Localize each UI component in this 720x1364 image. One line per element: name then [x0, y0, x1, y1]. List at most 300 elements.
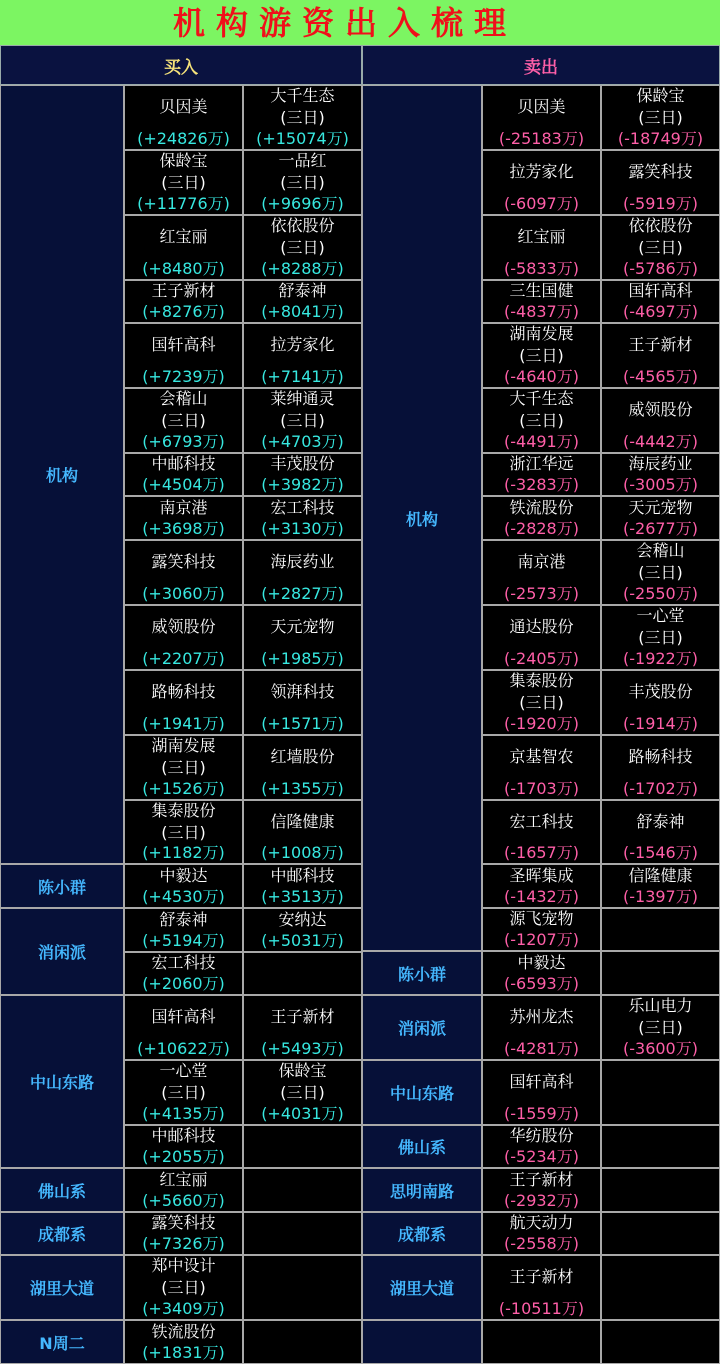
buy-amount: (+1182万): [142, 843, 225, 862]
stock-name: 保龄宝: [278, 1061, 327, 1080]
sell-amount: (-4697万): [623, 302, 698, 321]
stock-name-block: [244, 216, 361, 258]
stock-name-block: [483, 454, 600, 474]
buy-group-label: 湖里大道: [0, 1255, 124, 1320]
stock-name-block: [602, 281, 719, 301]
stock-name: 丰茂股份: [628, 682, 693, 701]
stock-name-block: [125, 541, 242, 583]
stock-name: 拉芳家化: [509, 162, 574, 181]
buy-header: 买入: [0, 45, 362, 85]
stock-name-block: [602, 801, 719, 842]
stock-name-block: [125, 865, 242, 886]
stock-name-block: [602, 389, 719, 431]
stock-name: 海辰药业: [270, 552, 335, 571]
buy-stock-cell: [124, 85, 243, 150]
stock-name: 王子新材: [270, 1007, 335, 1026]
stock-name-block: [125, 1213, 242, 1233]
stock-name: 威领股份: [151, 617, 216, 636]
stock-name: 航天动力: [509, 1213, 574, 1232]
buy-amount: (+1355万): [261, 779, 344, 798]
stock-name: 南京港: [517, 552, 566, 571]
sell-amount: (-4491万): [504, 432, 579, 451]
stock-name-block: [244, 324, 361, 366]
stock-name: 会稽山: [159, 389, 208, 408]
stock-name: 集泰股份: [509, 671, 574, 690]
buy-stock-cell: [243, 388, 362, 453]
stock-name: 湖南发展: [509, 324, 574, 343]
buy-amount: (+1941万): [142, 714, 225, 733]
stock-name: 舒泰神: [636, 811, 685, 831]
stock-name-block: [125, 953, 242, 973]
stock-name-block: [483, 996, 600, 1038]
buy-stock-cell: [243, 150, 362, 215]
stock-name: 国轩高科: [628, 281, 693, 300]
sell-stock-cell: [482, 150, 601, 215]
buy-stock-cell: [124, 388, 243, 453]
stock-name-block: [244, 281, 361, 301]
sell-empty-cell: [601, 908, 720, 951]
buy-amount: (+3982万): [261, 475, 344, 494]
buy-stock-cell: [124, 1255, 243, 1320]
sell-group-label: 思明南路: [362, 1168, 482, 1212]
sell-stock-cell: [482, 85, 601, 150]
sell-amount: (-2550万): [623, 584, 698, 603]
three-day-tag: (三日): [161, 411, 206, 430]
sell-amount: (-4281万): [504, 1039, 579, 1058]
stock-name: 露笑科技: [151, 1213, 216, 1232]
three-day-tag: (三日): [161, 1083, 206, 1102]
buy-amount: (+1008万): [261, 843, 344, 862]
sell-empty-cell: [601, 1320, 720, 1364]
sell-stock-cell: [482, 215, 601, 280]
three-day-tag: (三日): [519, 411, 564, 430]
stock-name-block: [483, 151, 600, 193]
buy-amount: (+5031万): [261, 931, 344, 950]
sell-amount: (-25183万): [498, 129, 585, 148]
buy-stock-cell: [243, 908, 362, 952]
sell-stock-cell: [601, 323, 720, 388]
stock-name: 天元宠物: [270, 617, 335, 636]
title-banner: [0, 0, 720, 45]
sell-amount: (-2677万): [623, 519, 698, 538]
stock-name: 国轩高科: [151, 335, 216, 354]
sell-group-label: 消闲派: [362, 995, 482, 1060]
stock-name-block: [244, 497, 361, 518]
stock-name: 红墙股份: [270, 747, 335, 766]
stock-name-block: [125, 454, 242, 474]
three-day-tag: (三日): [638, 628, 683, 647]
stock-name: 一心堂: [636, 606, 685, 625]
three-day-tag: (三日): [638, 238, 683, 257]
stock-name: 王子新材: [151, 281, 216, 300]
buy-stock-cell: [124, 952, 243, 995]
sell-amount: (-1207万): [504, 930, 579, 949]
stock-name-block: [483, 1213, 600, 1233]
buy-stock-cell: [243, 995, 362, 1060]
buy-amount: (+2827万): [261, 584, 344, 603]
buy-stock-cell: [243, 85, 362, 150]
sell-amount: (-1432万): [504, 887, 579, 906]
sell-amount: (-2573万): [504, 584, 579, 603]
sell-amount: (-3283万): [504, 475, 579, 494]
sell-amount: (-4837万): [504, 302, 579, 321]
buy-amount: (+2060万): [142, 974, 225, 993]
buy-stock-cell: [124, 496, 243, 540]
sell-amount: (-1702万): [623, 779, 698, 798]
stock-name: 湖南发展: [151, 736, 216, 755]
stock-name: 宏工科技: [151, 953, 216, 972]
stock-name-block: [483, 909, 600, 929]
three-day-tag: (三日): [161, 822, 206, 842]
stock-name: 王子新材: [509, 1169, 574, 1189]
sell-empty-cell: [601, 951, 720, 995]
sell-amount: (-1546万): [623, 843, 698, 862]
sell-stock-cell: [482, 1212, 601, 1255]
stock-name: 海辰药业: [628, 454, 693, 473]
sell-stock-cell: [482, 1168, 601, 1212]
stock-name: 中邮科技: [151, 1126, 216, 1145]
sell-stock-cell: [601, 215, 720, 280]
buy-stock-cell: [243, 540, 362, 605]
sell-amount: (-3005万): [623, 475, 698, 494]
buy-stock-cell: [124, 1168, 243, 1212]
stock-name-block: [483, 86, 600, 128]
sell-stock-cell: [482, 800, 601, 864]
page-title: 机构游资出入梳理: [172, 4, 517, 42]
buy-stock-cell: [243, 280, 362, 323]
stock-name: 信隆健康: [628, 865, 693, 885]
buy-amount: (+1985万): [261, 649, 344, 668]
stock-name: 丰茂股份: [270, 454, 335, 473]
stock-name-block: [602, 736, 719, 778]
stock-name: 贝因美: [517, 97, 566, 116]
sell-stock-cell: [482, 496, 601, 540]
sell-stock-cell: [482, 540, 601, 605]
buy-empty-cell: [243, 952, 362, 995]
sell-group-label: 机构: [362, 85, 482, 951]
sell-stock-cell: [601, 540, 720, 605]
buy-amount: (+1526万): [142, 779, 225, 798]
sell-amount: (-4640万): [504, 367, 579, 386]
buy-stock-cell: [124, 453, 243, 496]
sell-amount: (-1657万): [504, 843, 579, 862]
stock-name-block: [125, 1126, 242, 1146]
stock-name-block: [125, 216, 242, 258]
buy-amount: (+24826万): [137, 129, 230, 148]
sell-amount: (-1922万): [623, 649, 698, 668]
sell-amount: (-4565万): [623, 367, 698, 386]
three-day-tag: (三日): [638, 563, 683, 582]
stock-name-block: [125, 671, 242, 713]
stock-name-block: [602, 216, 719, 258]
sell-amount: (-2558万): [504, 1234, 579, 1253]
buy-amount: (+3409万): [142, 1299, 225, 1318]
stock-name-block: [125, 86, 242, 128]
stock-name-block: [483, 1061, 600, 1103]
sell-stock-cell: [482, 995, 601, 1060]
buy-stock-cell: [124, 323, 243, 388]
stock-name: 贝因美: [159, 97, 208, 116]
stock-name-block: [125, 151, 242, 193]
buy-amount: (+11776万): [137, 194, 230, 213]
sell-amount: (-2828万): [504, 519, 579, 538]
sell-stock-cell: [482, 670, 601, 735]
stock-name-block: [244, 909, 361, 930]
stock-name-block: [125, 606, 242, 648]
sell-amount: (-10511万): [498, 1299, 585, 1318]
sell-empty-cell: [601, 1255, 720, 1320]
stock-name-block: [125, 996, 242, 1038]
three-day-tag: (三日): [280, 108, 325, 127]
sell-stock-cell: [601, 453, 720, 496]
sell-group-label: 中山东路: [362, 1060, 482, 1125]
sell-stock-cell: [601, 864, 720, 908]
stock-name-block: [483, 216, 600, 258]
buy-amount: (+3698万): [142, 519, 225, 538]
stock-name: 宏工科技: [270, 497, 335, 517]
stock-name-block: [483, 281, 600, 301]
sell-amount: (-18749万): [617, 129, 704, 148]
stock-name-block: [483, 671, 600, 713]
sell-empty-cell: [601, 1060, 720, 1125]
sell-stock-cell: [482, 908, 601, 951]
buy-amount: (+9696万): [261, 194, 344, 213]
stock-name: 天元宠物: [628, 497, 693, 517]
stock-name: 苏州龙杰: [509, 1007, 574, 1026]
sell-stock-cell: [482, 1255, 601, 1320]
stock-name-block: [125, 1321, 242, 1342]
stock-name: 圣晖集成: [509, 865, 574, 885]
stock-name-block: [483, 865, 600, 886]
buy-amount: (+4504万): [142, 475, 225, 494]
buy-stock-cell: [124, 605, 243, 670]
stock-name: 王子新材: [509, 1267, 574, 1286]
buy-empty-cell: [243, 1255, 362, 1320]
buy-stock-cell: [124, 1212, 243, 1255]
sell-empty-cell: [482, 1320, 601, 1364]
stock-name-block: [602, 671, 719, 713]
buy-stock-cell: [243, 215, 362, 280]
stock-name-block: [125, 1256, 242, 1298]
stock-name: 国轩高科: [151, 1007, 216, 1026]
buy-empty-cell: [243, 1212, 362, 1255]
sell-amount: (-1559万): [504, 1104, 579, 1123]
three-day-tag: (三日): [280, 1083, 325, 1102]
stock-name: 中邮科技: [270, 865, 335, 885]
stock-name: 舒泰神: [278, 281, 327, 300]
sell-stock-cell: [601, 995, 720, 1060]
buy-stock-cell: [243, 605, 362, 670]
sell-stock-cell: [482, 453, 601, 496]
stock-name-block: [244, 801, 361, 842]
three-day-tag: (三日): [280, 238, 325, 257]
sell-amount: (-2932万): [504, 1191, 579, 1210]
stock-name: 红宝丽: [517, 227, 566, 246]
stock-name: 大千生态: [270, 86, 335, 105]
buy-amount: (+3060万): [142, 584, 225, 603]
stock-name-block: [483, 497, 600, 518]
sell-stock-cell: [601, 388, 720, 453]
buy-amount: (+3130万): [261, 519, 344, 538]
stock-name-block: [244, 736, 361, 778]
sell-stock-cell: [601, 670, 720, 735]
stock-name: 集泰股份: [151, 800, 216, 820]
buy-stock-cell: [124, 800, 243, 864]
stock-name: 舒泰神: [159, 909, 208, 929]
stock-name: 路畅科技: [151, 682, 216, 701]
stock-name: 依依股份: [628, 216, 693, 235]
buy-amount: (+4703万): [261, 432, 344, 451]
buy-amount: (+8288万): [261, 259, 344, 278]
stock-name: 华纺股份: [509, 1126, 574, 1145]
buy-amount: (+7239万): [142, 367, 225, 386]
stock-name: 信隆健康: [270, 811, 335, 831]
buy-amount: (+1831万): [142, 1343, 225, 1362]
stock-name: 源飞宠物: [509, 909, 574, 928]
buy-stock-cell: [124, 280, 243, 323]
stock-name-block: [125, 324, 242, 366]
stock-name: 露笑科技: [628, 162, 693, 181]
buy-group-label: 消闲派: [0, 908, 124, 995]
sell-header: 卖出: [362, 45, 720, 85]
stock-name: 安纳达: [278, 909, 327, 929]
stock-name: 中毅达: [159, 865, 208, 885]
sell-amount: (-5919万): [623, 194, 698, 213]
buy-amount: (+7141万): [261, 367, 344, 386]
buy-empty-cell: [243, 1125, 362, 1168]
sell-stock-cell: [482, 1060, 601, 1125]
stock-name-block: [602, 497, 719, 518]
buy-stock-cell: [243, 735, 362, 800]
buy-amount: (+6793万): [142, 432, 225, 451]
stock-name: 王子新材: [628, 335, 693, 354]
three-day-tag: (三日): [519, 693, 564, 712]
sell-amount: (-1914万): [623, 714, 698, 733]
sell-stock-cell: [482, 1125, 601, 1168]
buy-stock-cell: [243, 800, 362, 864]
buy-stock-cell: [124, 540, 243, 605]
sell-amount: (-1920万): [504, 714, 579, 733]
stock-name-block: [125, 389, 242, 431]
stock-name: 中毅达: [517, 952, 566, 972]
stock-name-block: [483, 736, 600, 778]
buy-group-label: 陈小群: [0, 864, 124, 908]
sell-amount: (-3600万): [623, 1039, 698, 1058]
sell-stock-cell: [482, 323, 601, 388]
buy-stock-cell: [124, 864, 243, 908]
buy-amount: (+4031万): [261, 1104, 344, 1123]
stock-name: 保龄宝: [159, 151, 208, 170]
stock-name: 南京港: [159, 497, 208, 517]
buy-stock-cell: [124, 735, 243, 800]
sell-stock-cell: [482, 605, 601, 670]
buy-amount: (+1571万): [261, 714, 344, 733]
stock-name-block: [125, 736, 242, 778]
sell-amount: (-5833万): [504, 259, 579, 278]
sell-stock-cell: [601, 605, 720, 670]
stock-name: 浙江华远: [509, 454, 574, 473]
buy-amount: (+2055万): [142, 1147, 225, 1166]
stock-name-block: [602, 865, 719, 886]
sell-stock-cell: [482, 864, 601, 908]
buy-stock-cell: [124, 670, 243, 735]
stock-name: 郑中设计: [151, 1256, 216, 1275]
stock-name: 会稽山: [636, 541, 685, 560]
buy-amount: (+8041万): [261, 302, 344, 321]
buy-amount: (+4530万): [142, 887, 225, 906]
stock-name: 通达股份: [509, 617, 574, 636]
sell-empty-cell: [601, 1212, 720, 1255]
sell-amount: (-6593万): [504, 974, 579, 993]
buy-stock-cell: [124, 150, 243, 215]
buy-stock-cell: [243, 453, 362, 496]
stock-name-block: [125, 1061, 242, 1103]
stock-name: 依依股份: [270, 216, 335, 235]
stock-name: 乐山电力: [628, 996, 693, 1015]
buy-group-label: N周二: [0, 1320, 124, 1364]
stock-name-block: [244, 996, 361, 1038]
stock-name-block: [483, 1126, 600, 1146]
sell-group-label: 陈小群: [362, 951, 482, 995]
buy-amount: (+2207万): [142, 649, 225, 668]
sell-stock-cell: [601, 150, 720, 215]
sell-stock-cell: [482, 280, 601, 323]
stock-name-block: [244, 1061, 361, 1103]
buy-empty-cell: [243, 1320, 362, 1364]
stock-name: 一品红: [278, 151, 327, 170]
stock-name: 保龄宝: [636, 86, 685, 105]
sell-stock-cell: [601, 280, 720, 323]
stock-name-block: [244, 86, 361, 128]
buy-amount: (+5660万): [142, 1191, 225, 1210]
sell-empty-cell: [601, 1125, 720, 1168]
sell-stock-cell: [601, 800, 720, 864]
sell-amount: (-6097万): [504, 194, 579, 213]
buy-amount: (+3513万): [261, 887, 344, 906]
sell-group-label: 佛山系: [362, 1125, 482, 1168]
stock-name-block: [244, 865, 361, 886]
stock-name: 一心堂: [159, 1061, 208, 1080]
stock-name-block: [125, 1169, 242, 1190]
sell-stock-cell: [601, 85, 720, 150]
stock-name-block: [483, 606, 600, 648]
stock-name-block: [483, 324, 600, 366]
buy-group-label: 成都系: [0, 1212, 124, 1255]
stock-name-block: [125, 281, 242, 301]
three-day-tag: (三日): [161, 758, 206, 777]
buy-stock-cell: [124, 1320, 243, 1364]
buy-stock-cell: [124, 1060, 243, 1125]
three-day-tag: (三日): [519, 346, 564, 365]
sell-group-label: 湖里大道: [362, 1255, 482, 1320]
stock-name: 路畅科技: [628, 747, 693, 766]
sell-amount: (-1703万): [504, 779, 579, 798]
three-day-tag: (三日): [161, 173, 206, 192]
stock-name-block: [244, 389, 361, 431]
buy-stock-cell: [243, 496, 362, 540]
stock-name-block: [483, 952, 600, 973]
sell-stock-cell: [601, 735, 720, 800]
buy-amount: (+10622万): [137, 1039, 230, 1058]
stock-name-block: [125, 801, 242, 842]
stock-name: 宏工科技: [509, 811, 574, 831]
buy-stock-cell: [243, 323, 362, 388]
stock-name: 威领股份: [628, 400, 693, 419]
three-day-tag: (三日): [280, 173, 325, 192]
stock-name-block: [244, 454, 361, 474]
buy-amount: (+5493万): [261, 1039, 344, 1058]
stock-name-block: [602, 86, 719, 128]
